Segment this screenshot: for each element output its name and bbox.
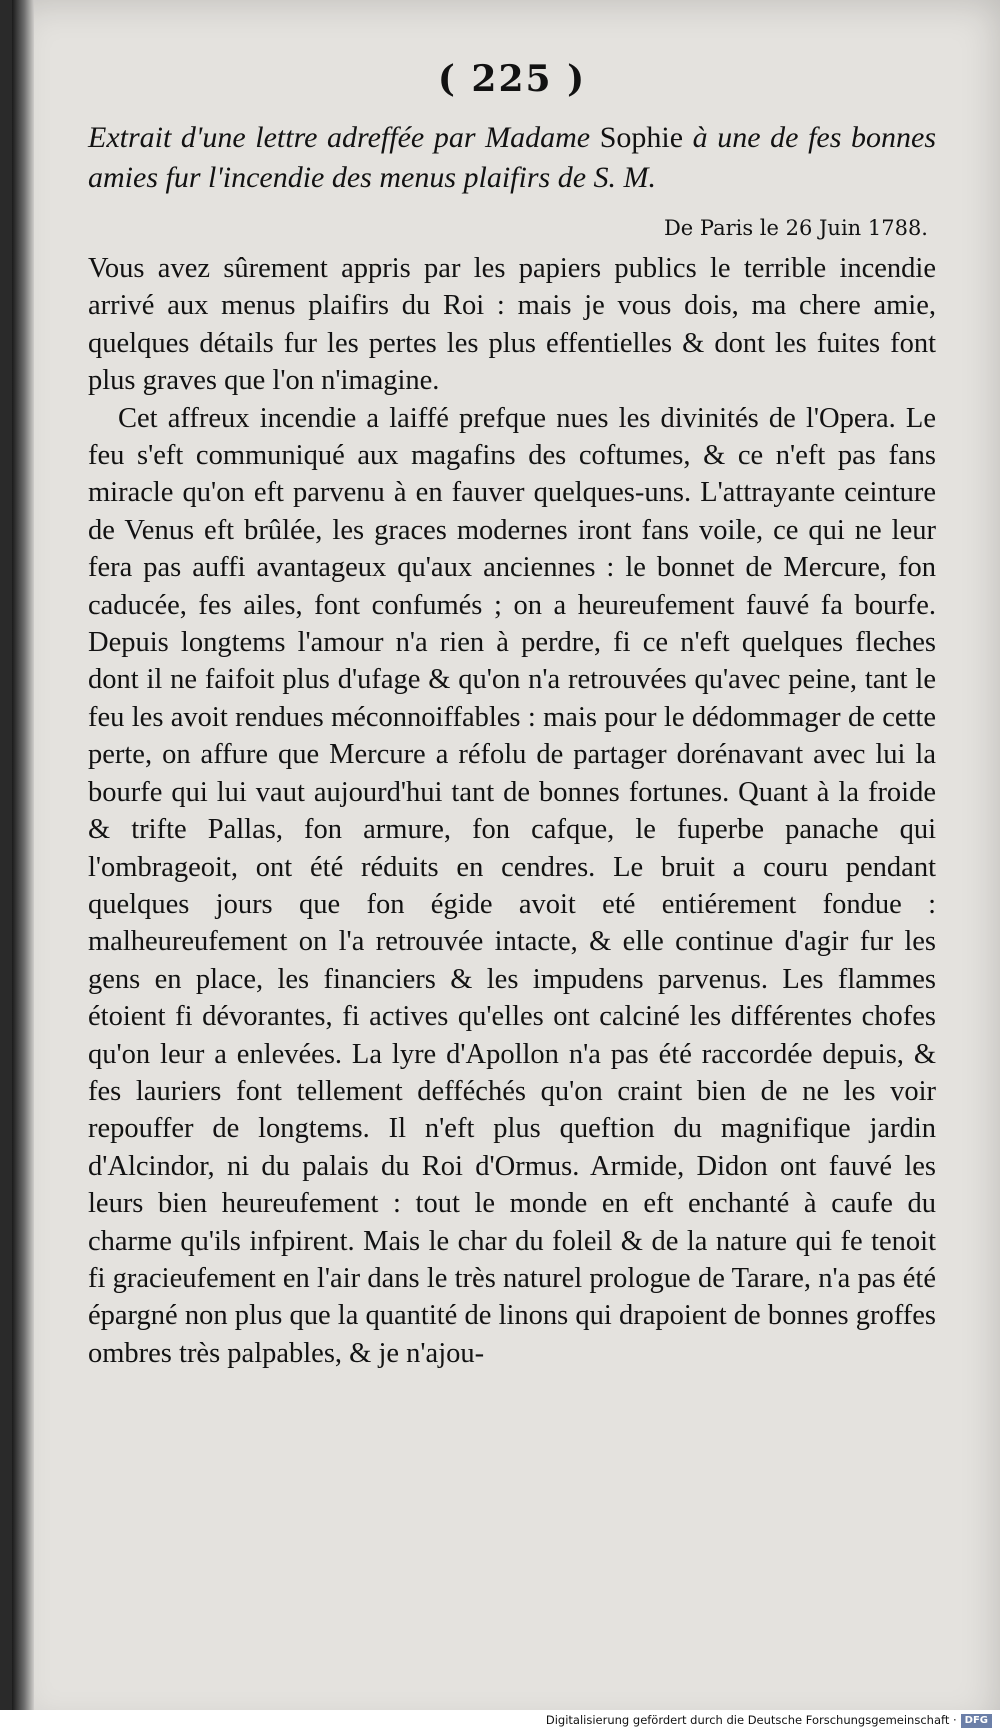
title-name: Sophie <box>599 121 684 154</box>
digitization-footer <box>0 1710 1000 1730</box>
letter-date: De Paris le 26 Juin 1788. <box>663 216 928 240</box>
title-part-a: Extrait d'une lettre adreffée par Madame <box>88 121 600 154</box>
letter-title <box>88 118 936 198</box>
letter-body <box>88 250 936 1372</box>
dfg-logo: DFG <box>961 1714 992 1728</box>
footer-credit: Digitalisierung gefördert durch die Deutsche Forschungsgemeinschaft · <box>545 1713 957 1727</box>
page-number: ( 225 ) <box>437 58 587 100</box>
paragraph-1: Vous avez sûrement appris par les papiers publics le terrible incendie arrivé aux menus plaifirs du Roi : mais je vous dois, ma chere amie, quelques détails fur les pertes les plus effentielles & dont les fuites font plus graves que l'on n'imagine. <box>88 253 936 397</box>
book-spine-shadow <box>12 0 34 1730</box>
page-content <box>88 58 936 1372</box>
paragraph-2: Cet affreux incendie a laiffé prefque nues les divinités de l'Opera. Le feu s'eft communiqué aux magafins des coftumes, & ce n'eft pas fans miracle qu'on eft parvenu à en fauver quelques-uns. L'attrayante ceinture de Venus eft brûlée, les graces modernes iront fans voile, ce qui ne leur fera pas auffi avantageux qu'aux anciennes : le bonnet de Mercure, fon caducée, fes ailes, font confumés ; on a heureufement fauvé fa bourfe. Depuis longtems l'amour n'a rien à perdre, fi ce n'eft quelques fleches dont il ne faifoit plus d'ufage & qu'on n'a retrouvées qu'avec peine, tant le feu les avoit rendues méconnoiffables : mais pour le dédommager de cette perte, on affure que Mercure a réfolu de partager dorénavant avec lui la bourfe qui lui vaut aujourd'hui tant de bonnes fortunes. Quant à la froide & trifte Pallas, fon armure, fon cafque, le fuperbe panache qui l'ombrageoit, ont été réduits en cendres. Le bruit a couru pendant quelques jours que fon égide avoit eté entiérement fondue : malheureufement on l'a retrouvée intacte, & elle continue d'agir fur les gens en place, les financiers & les impudens parvenus. Les flammes étoient fi dévorantes, fi actives qu'elles ont calciné les différentes chofes qu'on leur a enlevées. La lyre d'Apollon n'a pas été raccordée depuis, & fes lauriers font tellement defféchés qu'on craint bien de ne les voir repouffer de longtems. Il n'eft plus queftion du magnifique jardin d'Alcindor, ni du palais du Roi d'Ormus. Armide, Didon ont fauvé les leurs bien heureufement : tout le monde en eft enchanté à caufe du charme qu'ils infpirent. Mais le char du foleil & de la nature qui fe tenoit fi gracieufement en l'air dans le très naturel prologue de Tarare, n'a pas été épargné non plus que la quantité de linons qui drapoient de bonnes groffes ombres très palpables, & je n'ajou- <box>88 402 936 1369</box>
title-part-b: à une de fes bonnes amies fur l'incendie des menus plaifirs de S. M. <box>88 121 936 194</box>
scanned-page <box>12 0 1000 1730</box>
